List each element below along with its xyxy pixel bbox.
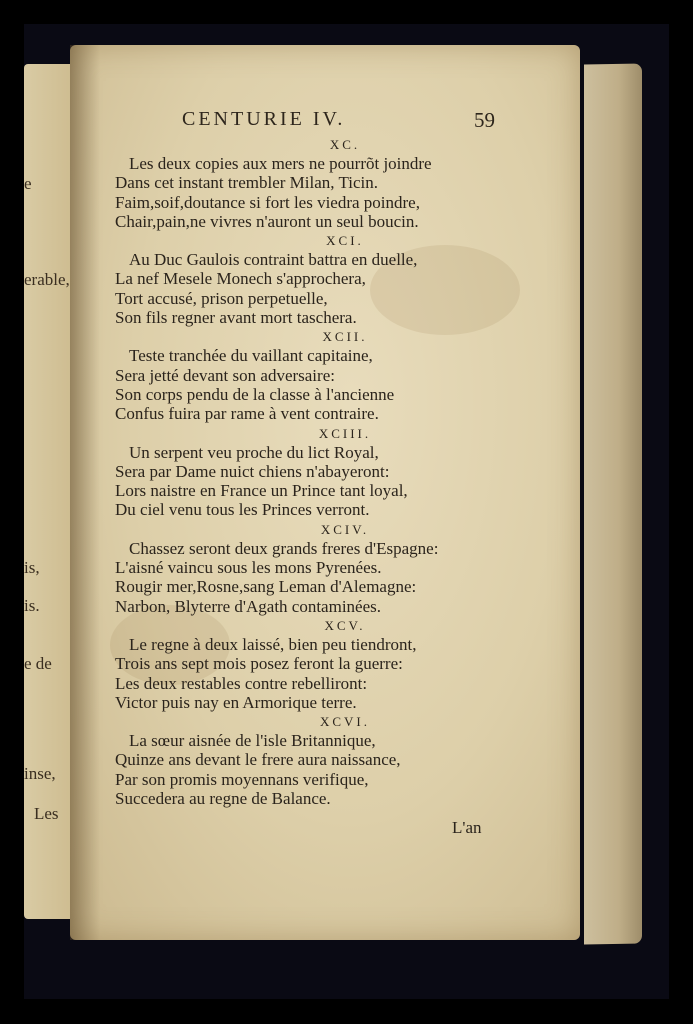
verse-line: Rougir mer,Rosne,sang Leman d'Alemagne: [115,577,417,597]
verse-line: Chassez seront deux grands freres d'Espagne: [129,538,439,558]
page-title: CENTURIE IV. [182,108,346,130]
verse-line: Faim,soif,doutance si fort les viedra poindre, [115,192,420,212]
verse-line: La sœur aisnée de l'isle Britannique, [129,731,376,751]
quatrain-number: XCV. [324,617,366,633]
verse-line: Au Duc Gaulois contraint battra en duelle, [129,250,418,270]
verse-line: Les deux restables contre rebelliront: [115,673,368,693]
page-number: 59 [474,108,495,132]
left-page-fragment: is. [24,596,40,615]
verse-line: Du ciel venu tous les Princes verront. [115,500,370,520]
left-page-fragment: is, [24,558,40,577]
verse-line: Par son promis moyennans verifique, [115,769,369,789]
verse-line: Teste tranchée du vaillant capitaine, [129,346,373,366]
left-page-fragment: Les [34,804,59,823]
verse-line: Son fils regner avant mort taschera. [115,308,357,328]
left-page-fragment: erable, [24,270,70,289]
verse-line: L'aisné vaincu sous les mons Pyrenées. [115,558,382,578]
verse-line: Son corps pendu de la classe à l'ancienne [115,384,395,404]
quatrain [115,327,535,423]
left-page-fragment: e de [24,654,52,673]
quatrain-number: XCI. [326,233,364,249]
verse-line: Tort accusé, prison perpetuelle, [115,288,328,308]
quatrain-number: XC. [329,137,361,152]
verse-line: Chair,pain,ne vivres n'auront un seul boucin. [115,211,419,231]
verse-line: La nef Mesele Monech s'approchera, [115,269,366,289]
verse-line: Victor puis nay en Armorique terre. [115,692,357,712]
quatrains-block [115,135,535,808]
quatrain [115,135,535,231]
quatrain [115,520,535,616]
verse-line: Sera par Dame nuict chiens n'abayeront: [115,461,390,481]
verse-line: Quinze ans devant le frere aura naissance, [115,750,401,770]
verse-line: Un serpent veu proche du lict Royal, [129,442,379,462]
quatrain [115,231,535,327]
verse-line: Succedera au regne de Balance. [115,789,331,809]
verse-line: Narbon, Blyterre d'Agath contaminées. [115,596,382,616]
quatrain [115,424,535,520]
gutter-shadow [70,45,100,940]
quatrain-number: XCIII. [318,425,372,441]
page-edges [584,63,642,944]
verse-line: Confus fuira par rame à vent contraire. [115,404,379,424]
quatrain-number: XCII. [322,329,368,345]
quatrain-number: XCIV. [320,521,370,537]
quatrain [115,712,535,808]
quatrain-number: XCVI. [319,714,371,730]
verse-line: Le regne à deux laissé, bien peu tiendront, [129,634,417,654]
verse-line: Lors naistre en France un Prince tant loyal, [115,481,408,501]
quatrain [115,616,535,712]
catchword: L'an [452,818,482,837]
left-page-fragment: e [24,174,32,193]
verse-line: Trois ans sept mois posez feront la guerre: [115,654,403,674]
verse-line: Les deux copies aux mers ne pourrõt joindre [129,154,432,173]
left-page-fragment: inse, [24,764,56,783]
verse-line: Dans cet instant trembler Milan, Ticin. [115,173,378,193]
verse-line: Sera jetté devant son adversaire: [115,365,335,385]
